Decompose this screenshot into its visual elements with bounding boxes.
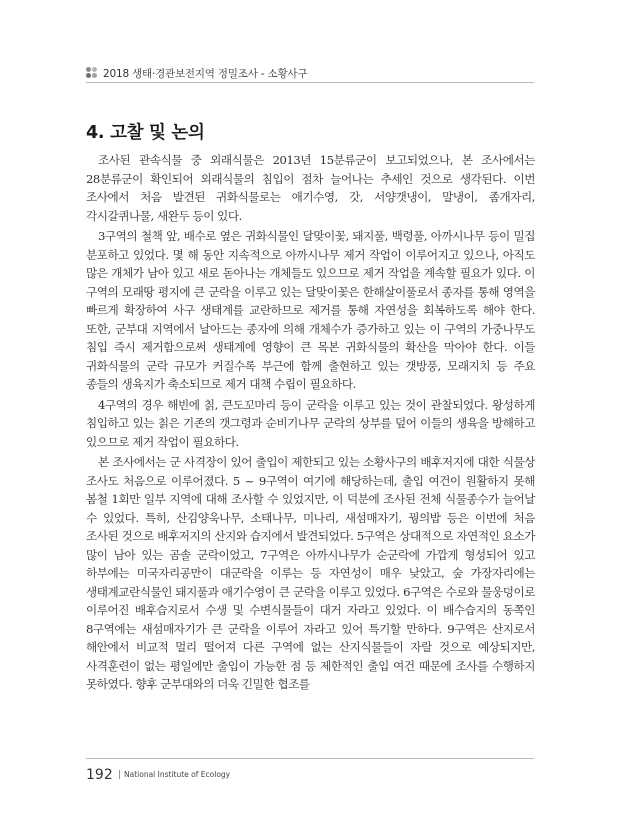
section-title: 4. 고찰 및 논의 bbox=[86, 123, 205, 143]
header-dots-icon bbox=[86, 67, 98, 79]
footer-separator bbox=[119, 770, 120, 779]
footer-institution: National Institute of Ecology bbox=[124, 770, 231, 779]
page-number: 192 bbox=[86, 767, 113, 783]
paragraph-alien-plants: 조사된 관속식물 중 외래식물은 2013년 15분류군이 보고되었으나, 본 조사에서는 28분류군이 확인되어 외래식물의 침입이 점차 늘어나는 추세인 것으로 생각된다. 이번 조사에서 처음 발견된 귀화식물로는 애기수영, 갓, 서양갯냉이, 말냉이, 좀개자리, 각시갈퀴나물, 새완두 등이 있다. bbox=[86, 153, 535, 223]
footer-divider bbox=[86, 758, 534, 759]
header-title: 2018 생태·경관보전지역 정밀조사 - 소황사구 bbox=[103, 68, 308, 80]
running-header bbox=[86, 64, 534, 86]
paragraph-zone-4: 4구역의 경우 해빈에 칡, 큰도꼬마리 등이 군락을 이루고 있는 것이 관찰되었다. 왕성하게 침입하고 있는 칡은 기존의 갯그령과 순비기나무 군락의 상부를 덮어 이들의 생육을 방해하고 있으므로 제거 작업이 필요하다. bbox=[86, 397, 535, 449]
paragraph-back-marsh: 본 조사에서는 군 사격장이 있어 출입이 제한되고 있는 소황사구의 배후저지에 대한 식물상 조사도 처음으로 이루어졌다. 5 ~ 9구역이 여기에 해당하는데, 출입 여건이 원활하지 못해 봄철 1회만 일부 지역에 대해 조사할 수 있었지만, 이 덕분에 조사된 전체 식물종수가 늘어날 수 있었다. 특히, 산김양욱나무, 소태나무, 미나리, 새섬매자기, 꿩의밥 등은 이번에 처음 조사된 것으로 배후저지의 산지와 습지에서 발견되었다. 5구역은 상대적으로 자연적인 요소가 많이 남아 있는 곰솔 군락이었고, 7구역은 아까시나무가 순군락에 가깝게 형성되어 있고 하부에는 미국자리공만이 대군락을 이루는 등 자연성이 매우 낮았고, 숲 가장자리에는 생태계교란식물인 돼지풀과 애기수영이 큰 군락을 이루고 있었다. 6구역은 수로와 물웅덩이로 이루어진 배후습지로서 수생 및 수변식물들이 대거 자라고 있었다. 이 배수습지의 동쪽인 8구역에는 새섬매자기가 큰 군락을 이루어 자라고 있어 특기할 만하다. 9구역은 산지로서 해안에서 비교적 멀리 떨어져 다른 구역에 없는 산지식물들이 자랄 것으로 예상되지만, 사격훈련이 없는 평일에만 출입이 가능한 점 등 제한적인 출입 여건 때문에 조사를 수행하지 못하였다. 향후 군부대와의 더욱 긴밀한 협조를 bbox=[86, 455, 535, 691]
body-text bbox=[86, 151, 535, 696]
header-divider bbox=[86, 82, 534, 83]
paragraph-zone-3: 3구역의 철책 앞, 배수로 옆은 귀화식물인 달맞이꽃, 돼지풀, 백령풀, 아까시나무 등이 밀집 분포하고 있었다. 몇 해 동안 지속적으로 아까시나무 제거 작업이 이루어지고 있으나, 아직도 많은 개체가 남아 있고 새로 돋아나는 개체들도 있으므로 제거 작업을 계속할 필요가 있다. 이 구역의 모래땅 평지에 큰 군락을 이루고 있는 달맞이꽃은 한해살이풀로서 종자를 통해 영역을 빠르게 확장하여 사구 생태계를 교란하므로 제거를 통해 자연성을 회복하도록 해야 한다. 또한, 군부대 지역에서 날아드는 종자에 의해 개체수가 증가하고 있는 이 구역의 가중나무도 침입 즉시 제거함으로써 생태계에 영향이 큰 목본 귀화식물의 확산을 막아야 한다. 이들 귀화식물의 군락 규모가 커질수록 부근에 함께 출현하고 있는 갯방풍, 모래지치 등 주요 종들의 생육지가 축소되므로 제거 대책 수립이 필요하다. bbox=[86, 229, 535, 391]
